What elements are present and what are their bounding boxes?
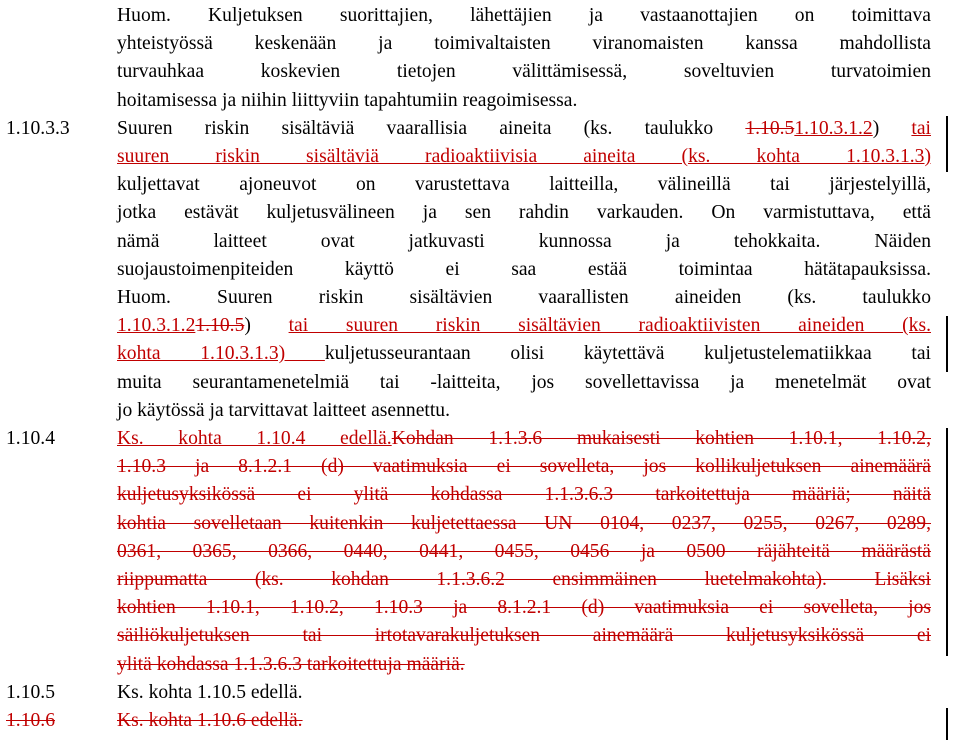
text-run: jotka estävät kuljetusvälineen ja sen rahdin varkauden. On varmistuttava, että bbox=[117, 202, 931, 224]
text-run: ) bbox=[872, 117, 912, 139]
line-text bbox=[117, 227, 931, 256]
line-text bbox=[117, 198, 931, 227]
deleted-text: kuljetusyksikössä ei ylitä kohdassa 1.1.3.6.3 tarkoitettuja määriä; näitä bbox=[117, 484, 931, 506]
line-text bbox=[117, 537, 931, 566]
deleted-text: Ks. kohta 1.10.6 edellä. bbox=[117, 710, 303, 731]
text-run: suojaustoimenpiteiden käyttö ei saa estää toimintaa hätätapauksissa. bbox=[117, 258, 931, 280]
line-text bbox=[117, 706, 931, 735]
line-text bbox=[117, 339, 931, 368]
text-run: yhteistyössä keskenään ja toimivaltaisten viranomaisten kanssa mahdollista bbox=[117, 33, 931, 55]
line-text bbox=[117, 86, 931, 115]
document-line bbox=[0, 283, 960, 312]
document-line bbox=[0, 424, 960, 453]
inserted-text: suuren riskin sisältäviä radioaktiivisia aineita (ks. kohta 1.10.3.1.3) bbox=[117, 146, 931, 167]
deleted-text: kohtia sovelletaan kuitenkin kuljetettaessa UN 0104, 0237, 0255, 0267, 0289, bbox=[117, 512, 931, 534]
line-text bbox=[117, 368, 931, 397]
change-bar bbox=[946, 708, 948, 740]
document-line bbox=[0, 170, 960, 199]
deleted-text: 1.10.5 bbox=[195, 315, 245, 337]
deleted-text: säiliökuljetuksen tai irtotavarakuljetuksen ainemäärä kuljetusyksikössä ei bbox=[117, 625, 931, 647]
line-text bbox=[117, 565, 931, 594]
deleted-text: kohtien 1.10.1, 1.10.2, 1.10.3 ja 8.1.2.1 (d) vaatimuksia ei sovelleta, jos bbox=[117, 597, 931, 619]
text-run: Huom. Kuljetuksen suorittajien, lähettäjien ja vastaanottajien on toimittava bbox=[117, 5, 931, 26]
line-text bbox=[117, 1, 931, 30]
document-line bbox=[0, 198, 960, 227]
inserted-text: 1.10.3.1.2 bbox=[117, 315, 196, 337]
change-bar bbox=[946, 116, 948, 172]
text-run: kuljetusseurantaan olisi käytettävä kuljetustelematiikkaa tai bbox=[324, 343, 931, 365]
document-line bbox=[0, 86, 960, 115]
line-text bbox=[117, 170, 931, 199]
deleted-text: Kohdan 1.1.3.6 mukaisesti kohtien 1.10.1, 1.10.2, bbox=[391, 428, 931, 449]
inserted-text: Ks. kohta 1.10.4 edellä. bbox=[117, 428, 392, 449]
document-line bbox=[0, 678, 960, 707]
inserted-text: tai suuren riskin sisältävien radioaktiivisten aineiden (ks. bbox=[288, 315, 931, 337]
document-line bbox=[0, 339, 960, 368]
section-number: 1.10.4 bbox=[6, 428, 55, 449]
document-line bbox=[0, 593, 960, 622]
line-text bbox=[117, 142, 931, 171]
deleted-text: ylitä kohdassa 1.1.3.6.3 tarkoitettuja määriä. bbox=[117, 653, 465, 675]
text-run: ) bbox=[244, 315, 289, 337]
document-line bbox=[0, 1, 960, 30]
document-line bbox=[0, 565, 960, 594]
document-line bbox=[0, 368, 960, 397]
document-line bbox=[0, 396, 960, 425]
inserted-text: kohta 1.10.3.1.3) bbox=[117, 343, 325, 365]
document-line bbox=[0, 114, 960, 143]
line-text bbox=[117, 424, 931, 453]
inserted-text: tai bbox=[911, 117, 931, 139]
deleted-text: riippumatta (ks. kohdan 1.1.3.6.2 ensimmäinen luetelmakohta). Lisäksi bbox=[117, 569, 931, 590]
line-text bbox=[117, 396, 931, 425]
line-text bbox=[117, 650, 931, 679]
document-line bbox=[0, 452, 960, 481]
document-line bbox=[0, 311, 960, 340]
line-text bbox=[117, 114, 931, 143]
document-line bbox=[0, 650, 960, 679]
text-run: turvauhkaa koskevien tietojen välittämisessä, soveltuvien turvatoimien bbox=[117, 61, 931, 83]
line-text bbox=[117, 29, 931, 58]
document-line bbox=[0, 29, 960, 58]
document-line bbox=[0, 227, 960, 256]
line-text bbox=[117, 621, 931, 650]
line-text bbox=[117, 311, 931, 340]
text-run: jo käytössä ja tarvittavat laitteet asennettu. bbox=[117, 399, 450, 421]
document-line bbox=[0, 509, 960, 538]
line-text bbox=[117, 593, 931, 622]
text-run: hoitamisessa ja niihin liittyviin tapahtumiin reagoimisessa. bbox=[117, 89, 578, 111]
document-line bbox=[0, 537, 960, 566]
document-line bbox=[0, 57, 960, 86]
text-run: Huom. Suuren riskin sisältävien vaarallisten aineiden (ks. taulukko bbox=[117, 287, 931, 308]
line-text bbox=[117, 480, 931, 509]
document-line bbox=[0, 142, 960, 171]
change-bar bbox=[946, 428, 948, 656]
document-line bbox=[0, 480, 960, 509]
line-text bbox=[117, 255, 931, 284]
text-run: nämä laitteet ovat jatkuvasti kunnossa ja tehokkaita. Näiden bbox=[117, 230, 931, 252]
line-text bbox=[117, 57, 931, 86]
text-run: Suuren riskin sisältäviä vaarallisia aineita (ks. taulukko bbox=[117, 117, 746, 139]
text-run: muita seurantamenetelmiä tai -laitteita, jos sovellettavissa ja menetelmät ovat bbox=[117, 371, 931, 393]
document-line bbox=[0, 255, 960, 284]
document-line bbox=[0, 621, 960, 650]
line-text bbox=[117, 283, 931, 312]
deleted-text: 1.10.3 ja 8.1.2.1 (d) vaatimuksia ei sovelleta, jos kollikuljetuksen ainemäärä bbox=[117, 456, 931, 478]
text-run: kuljettavat ajoneuvot on varustettava laitteilla, välineillä tai järjestelyillä, bbox=[117, 174, 931, 196]
line-text bbox=[117, 452, 931, 481]
section-number: 1.10.6 bbox=[6, 710, 55, 731]
deleted-text: 1.10.5 bbox=[745, 117, 795, 139]
line-text bbox=[117, 509, 931, 538]
deleted-text: 0361, 0365, 0366, 0440, 0441, 0455, 0456 ja 0500 räjähteitä määrästä bbox=[117, 540, 931, 562]
section-number: 1.10.3.3 bbox=[6, 117, 70, 139]
change-bar bbox=[946, 316, 948, 372]
line-text bbox=[117, 678, 931, 707]
text-run: Ks. kohta 1.10.5 edellä. bbox=[117, 681, 303, 703]
inserted-text: 1.10.3.1.2 bbox=[794, 117, 873, 139]
section-number: 1.10.5 bbox=[6, 681, 55, 703]
document-line bbox=[0, 706, 960, 735]
